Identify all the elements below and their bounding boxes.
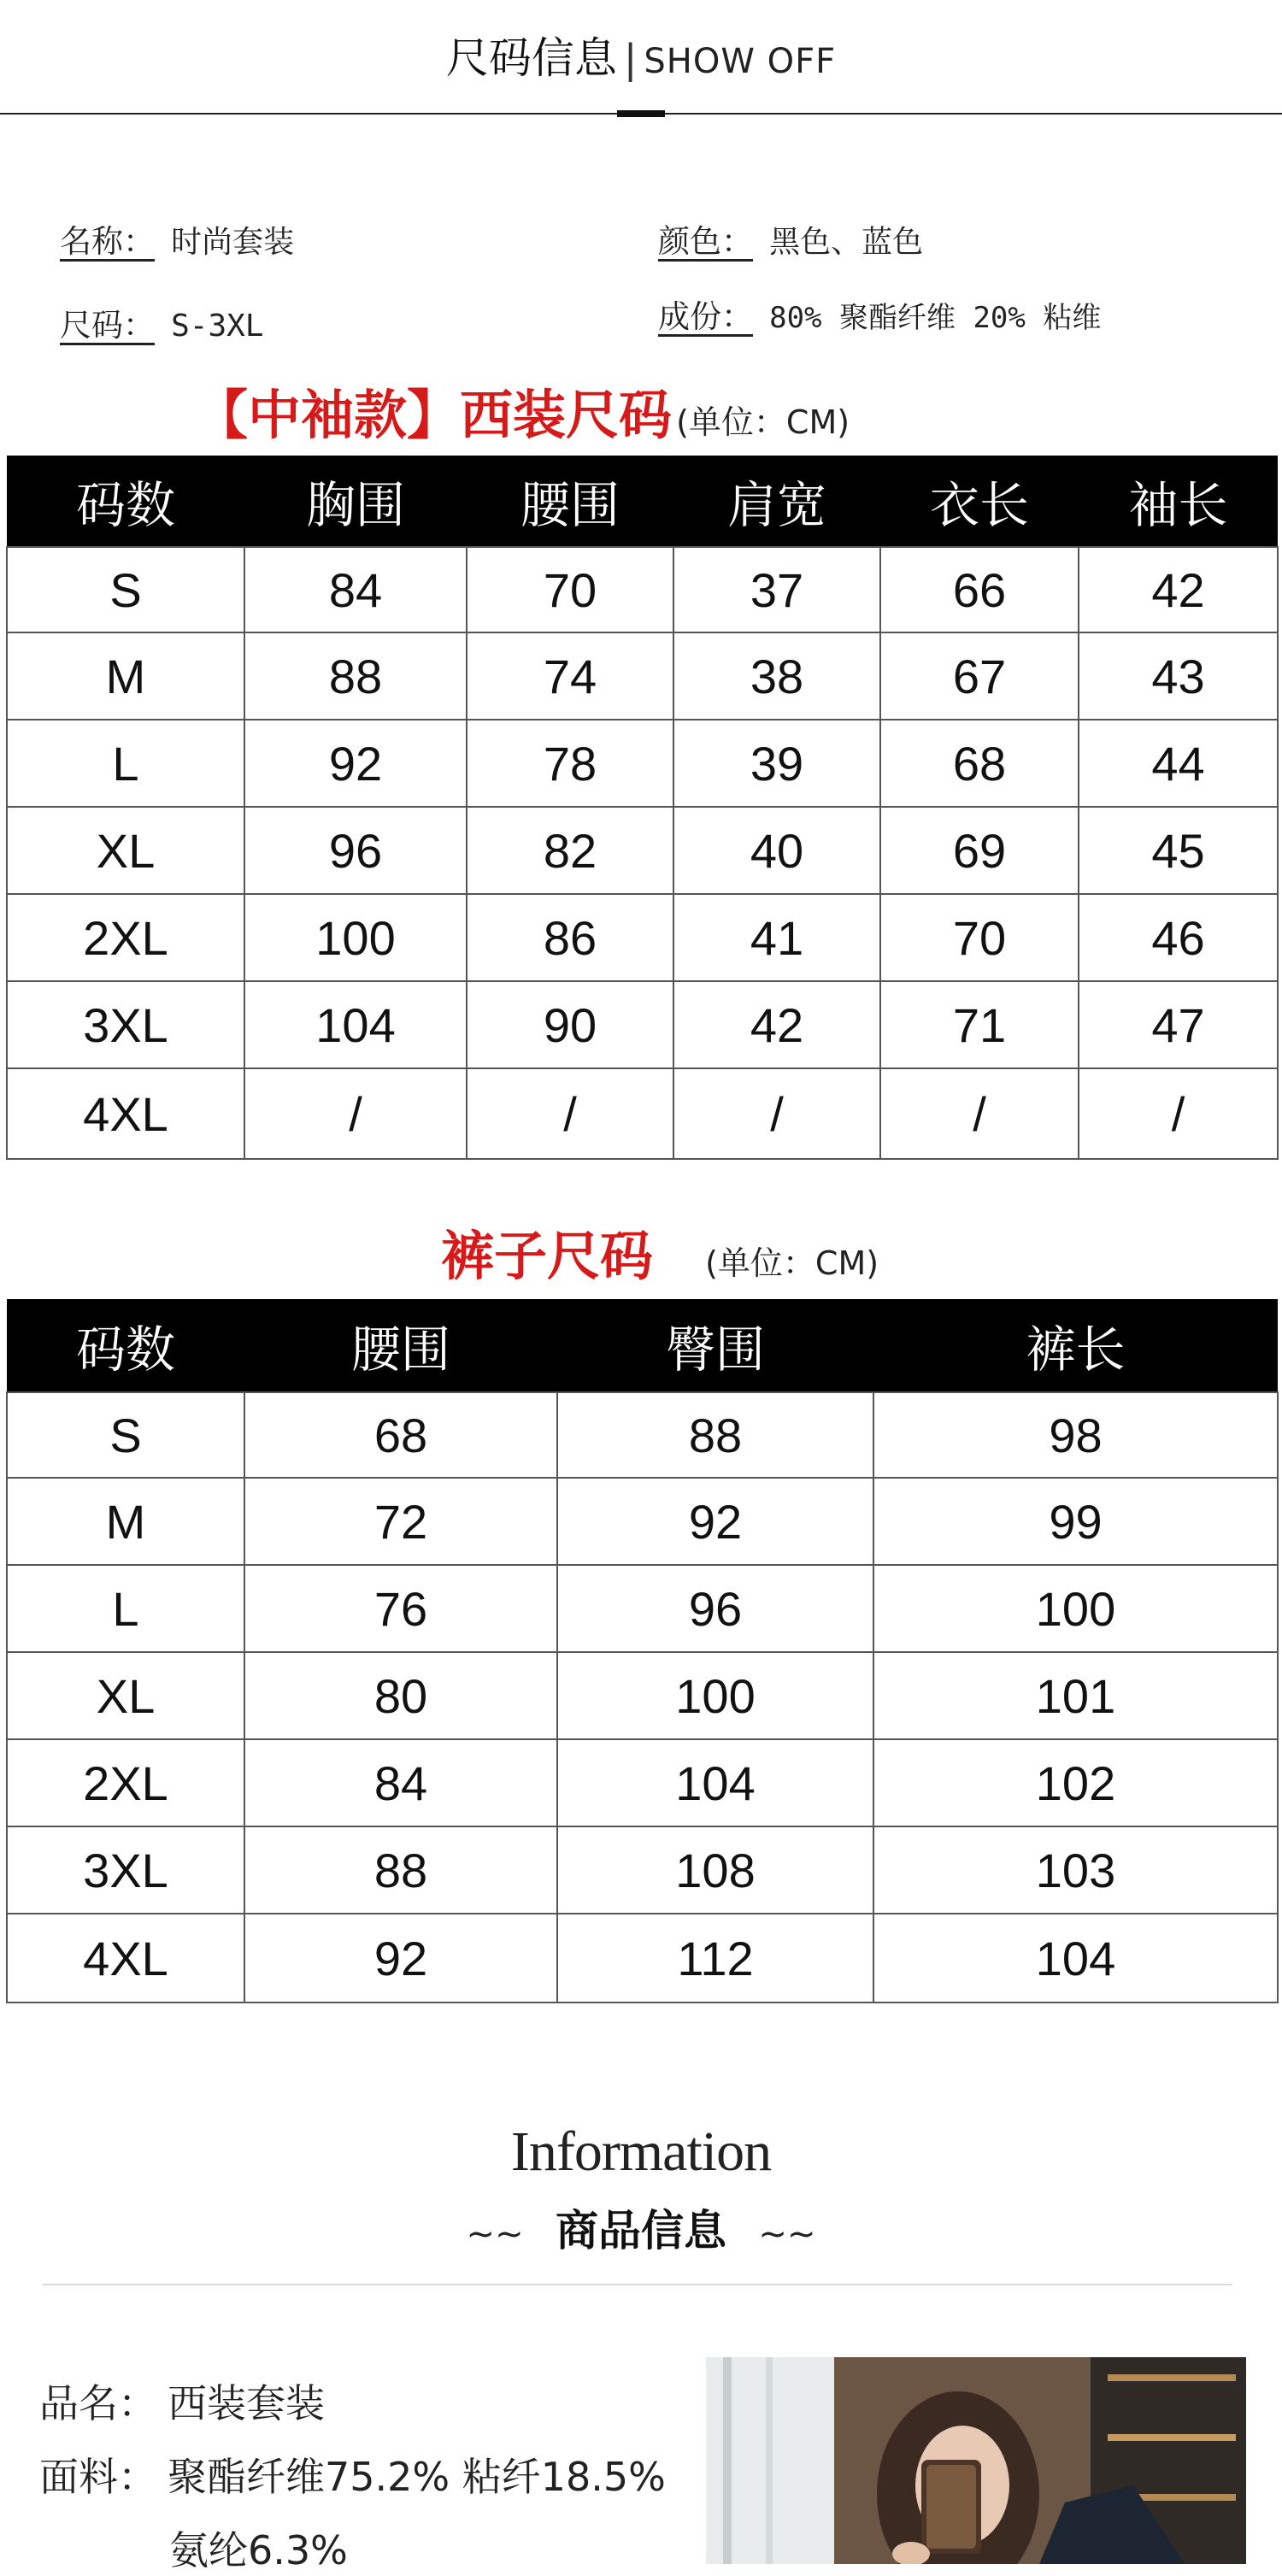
header-title-en: SHOW OFF	[644, 42, 837, 81]
table-cell: 100	[244, 894, 467, 981]
table-cell: 45	[1079, 807, 1278, 894]
suit-size-table	[6, 456, 1279, 1160]
table-cell: 90	[467, 981, 673, 1068]
wave-decoration-left: ~~	[466, 2214, 524, 2254]
page-header	[0, 24, 1282, 92]
table-row	[7, 1914, 1278, 2003]
table-cell: 100	[557, 1652, 873, 1739]
information-title	[0, 2197, 1282, 2258]
size-cell: L	[7, 1565, 244, 1652]
table-row	[7, 1565, 1278, 1652]
table-cell: 104	[557, 1739, 873, 1826]
table-cell: 39	[673, 720, 880, 807]
product-name-value: 时尚套装	[171, 225, 295, 260]
table-cell: 69	[880, 807, 1079, 894]
detail-fabric-value: 聚酯纤维75.2% 粘纤18.5%	[168, 2454, 666, 2500]
product-material-value: 80% 聚酯纤维 20% 粘维	[769, 301, 1102, 335]
table-cell: 98	[873, 1392, 1278, 1478]
table-cell: 88	[244, 632, 467, 720]
table-cell: 68	[244, 1392, 557, 1478]
table-cell: 76	[244, 1565, 557, 1652]
table-cell: 92	[557, 1478, 873, 1565]
table-cell: 96	[557, 1565, 873, 1652]
table-cell: 82	[467, 807, 673, 894]
table-row	[7, 981, 1278, 1068]
wave-decoration-right: ~~	[758, 2214, 816, 2254]
table-cell: 66	[880, 547, 1079, 632]
table-cell: 74	[467, 632, 673, 720]
table-cell: 43	[1079, 632, 1278, 720]
table-cell: 84	[244, 1739, 557, 1826]
table-cell: 70	[467, 547, 673, 632]
size-cell: 3XL	[7, 981, 244, 1068]
size-cell: S	[7, 1392, 244, 1478]
table-cell: 71	[880, 981, 1079, 1068]
table-row	[7, 1478, 1278, 1565]
table-cell: 103	[873, 1826, 1278, 1914]
table-row	[7, 1826, 1278, 1914]
table-row	[7, 1392, 1278, 1478]
table-cell: 38	[673, 632, 880, 720]
table-cell: 42	[1079, 547, 1278, 632]
table-cell: 88	[557, 1392, 873, 1478]
table-cell: 99	[873, 1478, 1278, 1565]
detail-product-name-value: 西装套装	[168, 2380, 325, 2426]
table-cell: 47	[1079, 981, 1278, 1068]
column-header: 腰围	[467, 456, 673, 547]
table-cell: 84	[244, 547, 467, 632]
table-cell: 108	[557, 1826, 873, 1914]
information-divider	[43, 2284, 1232, 2285]
table-row	[7, 1652, 1278, 1739]
column-header: 衣长	[880, 456, 1079, 547]
table-row	[7, 632, 1278, 720]
table-cell: /	[244, 1068, 467, 1159]
table-cell: 44	[1079, 720, 1278, 807]
table-cell: 104	[873, 1914, 1278, 2003]
table-row	[7, 720, 1278, 807]
table-row	[7, 547, 1278, 632]
detail-product-name	[39, 2373, 325, 2429]
product-size-row	[60, 299, 263, 345]
column-header: 臀围	[557, 1299, 873, 1392]
header-divider-mark	[617, 110, 665, 117]
table-cell: /	[1079, 1068, 1278, 1159]
table-cell: 96	[244, 807, 467, 894]
table-cell: 37	[673, 547, 880, 632]
product-size-value: S-3XL	[171, 309, 264, 344]
table-cell: 78	[467, 720, 673, 807]
table-cell: 40	[673, 807, 880, 894]
header-title-cn: 尺码信息	[445, 33, 617, 83]
product-color-label: 颜色：	[658, 223, 753, 260]
product-material-row	[658, 291, 1101, 337]
column-header: 袖长	[1079, 456, 1278, 547]
table-cell: 70	[880, 894, 1079, 981]
table-cell: 72	[244, 1478, 557, 1565]
table-cell: 92	[244, 1914, 557, 2003]
size-cell: 4XL	[7, 1914, 244, 2003]
table-header-row	[7, 456, 1278, 547]
column-header: 裤长	[873, 1299, 1278, 1392]
table-cell: /	[467, 1068, 673, 1159]
product-color-row	[658, 215, 923, 262]
detail-fabric-line2: 氨纶6.3%	[169, 2527, 348, 2573]
table-cell: /	[673, 1068, 880, 1159]
table-cell: 46	[1079, 894, 1278, 981]
table-row	[7, 894, 1278, 981]
detail-fabric	[39, 2446, 666, 2502]
model-photo-illustration	[706, 2357, 1246, 2564]
table-cell: 88	[244, 1826, 557, 1914]
pants-table-heading	[441, 1214, 879, 1290]
column-header: 肩宽	[673, 456, 880, 547]
table-cell: 101	[873, 1652, 1278, 1739]
table-cell: 92	[244, 720, 467, 807]
table-cell: 42	[673, 981, 880, 1068]
size-cell: L	[7, 720, 244, 807]
size-cell: 2XL	[7, 1739, 244, 1826]
column-header: 码数	[7, 1299, 244, 1392]
suit-table-heading	[195, 373, 850, 449]
table-cell: 104	[244, 981, 467, 1068]
table-cell: 67	[880, 632, 1079, 720]
table-cell: /	[880, 1068, 1079, 1159]
information-title-en: Information	[510, 2120, 772, 2183]
table-cell: 68	[880, 720, 1079, 807]
pants-table-unit: (单位：CM)	[705, 1244, 879, 1282]
table-cell: 100	[873, 1565, 1278, 1652]
table-row	[7, 1068, 1278, 1159]
suit-table-unit: (单位：CM)	[676, 403, 850, 441]
table-cell: 86	[467, 894, 673, 981]
table-cell: 80	[244, 1652, 557, 1739]
table-cell: 112	[557, 1914, 873, 2003]
pants-size-table	[6, 1299, 1279, 2003]
suit-table-title: 【中袖款】西装尺码	[195, 384, 673, 446]
table-header-row	[7, 1299, 1278, 1392]
information-title-cn: 商品信息	[556, 2206, 726, 2255]
size-cell: XL	[7, 807, 244, 894]
size-cell: 2XL	[7, 894, 244, 981]
table-row	[7, 1739, 1278, 1826]
pants-table-title: 裤子尺码	[441, 1225, 654, 1287]
table-cell: 41	[673, 894, 880, 981]
column-header: 码数	[7, 456, 244, 547]
size-cell: S	[7, 547, 244, 632]
column-header: 胸围	[244, 456, 467, 547]
table-row	[7, 807, 1278, 894]
size-cell: 3XL	[7, 1826, 244, 1914]
column-header: 腰围	[244, 1299, 557, 1392]
detail-product-name-label: 品名：	[39, 2380, 157, 2426]
size-cell: M	[7, 1478, 244, 1565]
model-photo	[706, 2357, 1246, 2564]
product-color-value: 黑色、蓝色	[769, 225, 924, 260]
table-cell: 102	[873, 1739, 1278, 1826]
product-name-label: 名称：	[60, 223, 155, 260]
size-cell: 4XL	[7, 1068, 244, 1159]
size-cell: XL	[7, 1652, 244, 1739]
product-size-label: 尺码：	[60, 307, 155, 344]
size-cell: M	[7, 632, 244, 720]
detail-fabric-label: 面料：	[39, 2454, 157, 2500]
product-name-row	[60, 215, 294, 262]
product-material-label: 成份：	[658, 298, 753, 335]
header-separator: |	[623, 36, 638, 82]
